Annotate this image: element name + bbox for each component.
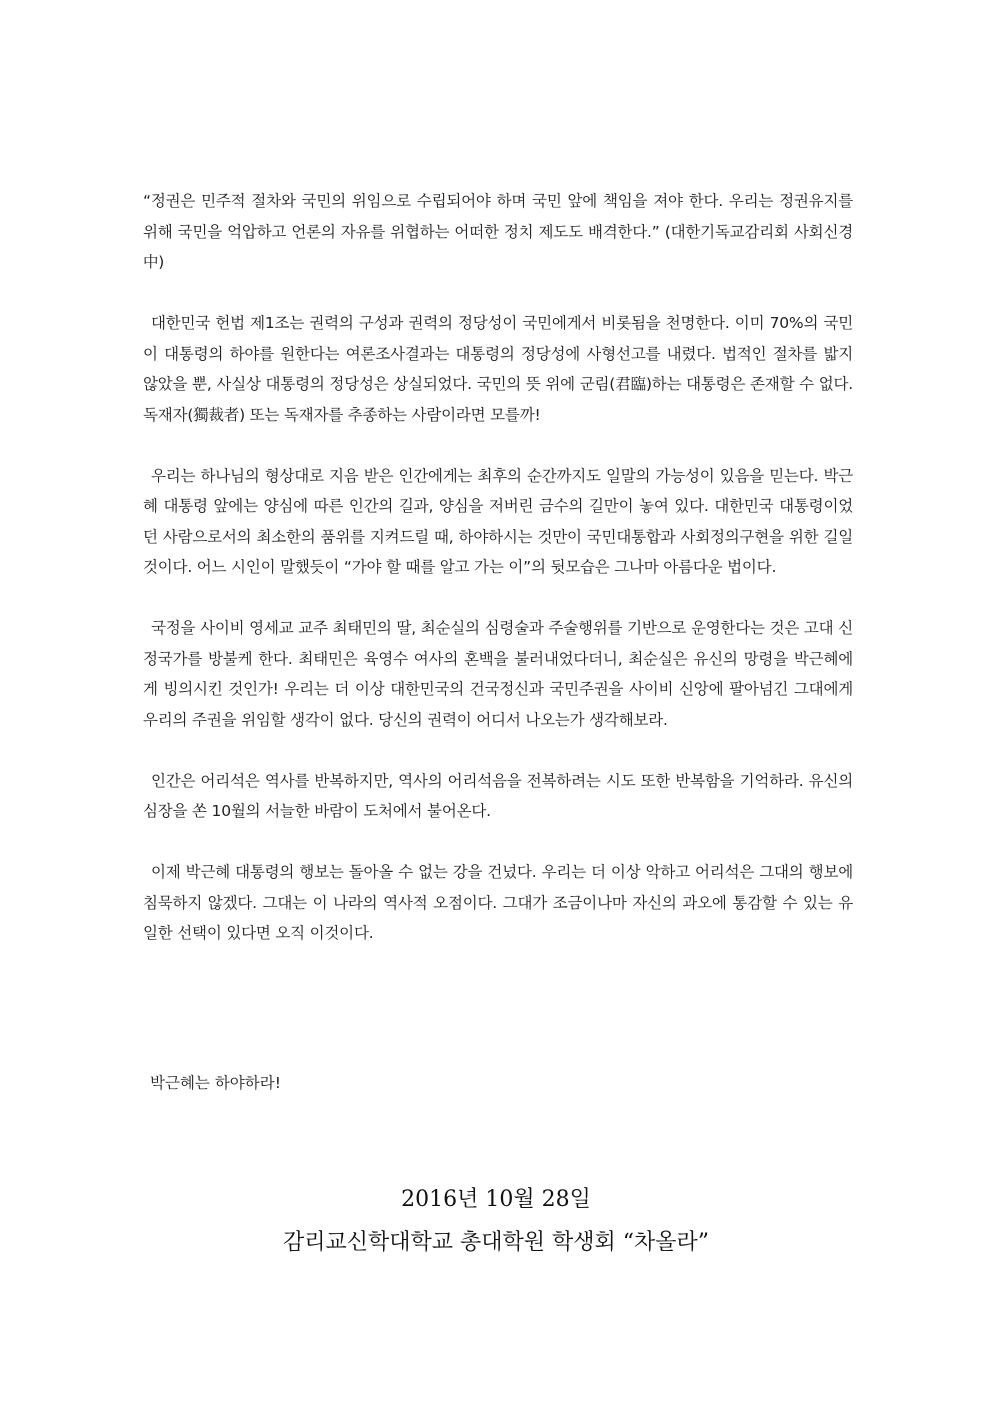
paragraph-history: 인간은 어리석은 역사를 반복하지만, 역사의 어리석음을 전복하려는 시도 또한 반복함을 기억하라. 유신의 심장을 쏜 10월의 서늘한 바람이 도처에서 불어온다.	[143, 771, 853, 820]
paragraph-constitution: 대한민국 헌법 제1조는 권력의 구성과 권력의 정당성이 국민에게서 비롯됨을 천명한다. 이미 70%의 국민이 대통령의 하야를 원한다는 여론조사결과는 대통령의 정당성에 사형선고를 내렸다. 법적인 절차를 밟지 않았을 뿐, 사실상 대통령의 정당성은 상실되었다. 국민의 뜻 위에 군림(君臨)하는 대통령은 존재할 수 없다. 독재자(獨裁者) 또는 독재자를 추종하는 사람이라면 모를까!	[143, 314, 853, 424]
paragraph-conscience: 우리는 하나님의 형상대로 지음 받은 인간에게는 최후의 순간까지도 일말의 가능성이 있음을 믿는다. 박근혜 대통령 앞에는 양심에 따른 인간의 길과, 양심을 저버린 금수의 길만이 놓여 있다. 대한민국 대통령이었던 사람으로서의 최소한의 품위를 지켜드릴 때, 하야하시는 것만이 국민대통합과 사회정의구현을 위한 길일 것이다. 어느 시인이 말했듯이 “가야 할 때를 알고 가는 이”의 뒷모습은 그나마 아름다운 법이다.	[143, 466, 853, 576]
paragraph-state-affairs: 국정을 사이비 영세교 교주 최태민의 딸, 최순실의 심령술과 주술행위를 기반으로 운영한다는 것은 고대 신정국가를 방불케 한다. 최태민은 육영수 여사의 혼백을 불러내었다더니, 최순실은 유신의 망령을 박근혜에게 빙의시킨 것인가! 우리는 더 이상 대한민국의 건국정신과 국민주권을 사이비 신앙에 팔아넘긴 그대에게 우리의 주권을 위임할 생각이 없다. 당신의 권력이 어디서 나오는가 생각해보라.	[143, 619, 853, 729]
statement-body	[143, 186, 853, 979]
signature-date: 2016년 10월 28일	[401, 1187, 591, 1212]
closing-demand: 박근혜는 하야하라!	[150, 1074, 281, 1092]
paragraph-quote: “정권은 민주적 절차와 국민의 위임으로 수립되어야 하며 국민 앞에 책임을 져야 한다. 우리는 정권유지를 위해 국민을 억압하고 언론의 자유를 위협하는 어떠한 정치 제도도 배격한다.” (대한기독교감리회 사회신경中)	[143, 192, 853, 271]
signature-organization: 감리교신학대학교 총대학원 학생회 “차올라”	[282, 1230, 709, 1255]
paragraph-conclusion: 이제 박근혜 대통령의 행보는 돌아올 수 없는 강을 건넜다. 우리는 더 이상 악하고 어리석은 그대의 행보에 침묵하지 않겠다. 그대는 이 나라의 역사적 오점이다. 그대가 조금이나마 자신의 과오에 통감할 수 있는 유일한 선택이 있다면 오직 이것이다.	[143, 863, 853, 942]
